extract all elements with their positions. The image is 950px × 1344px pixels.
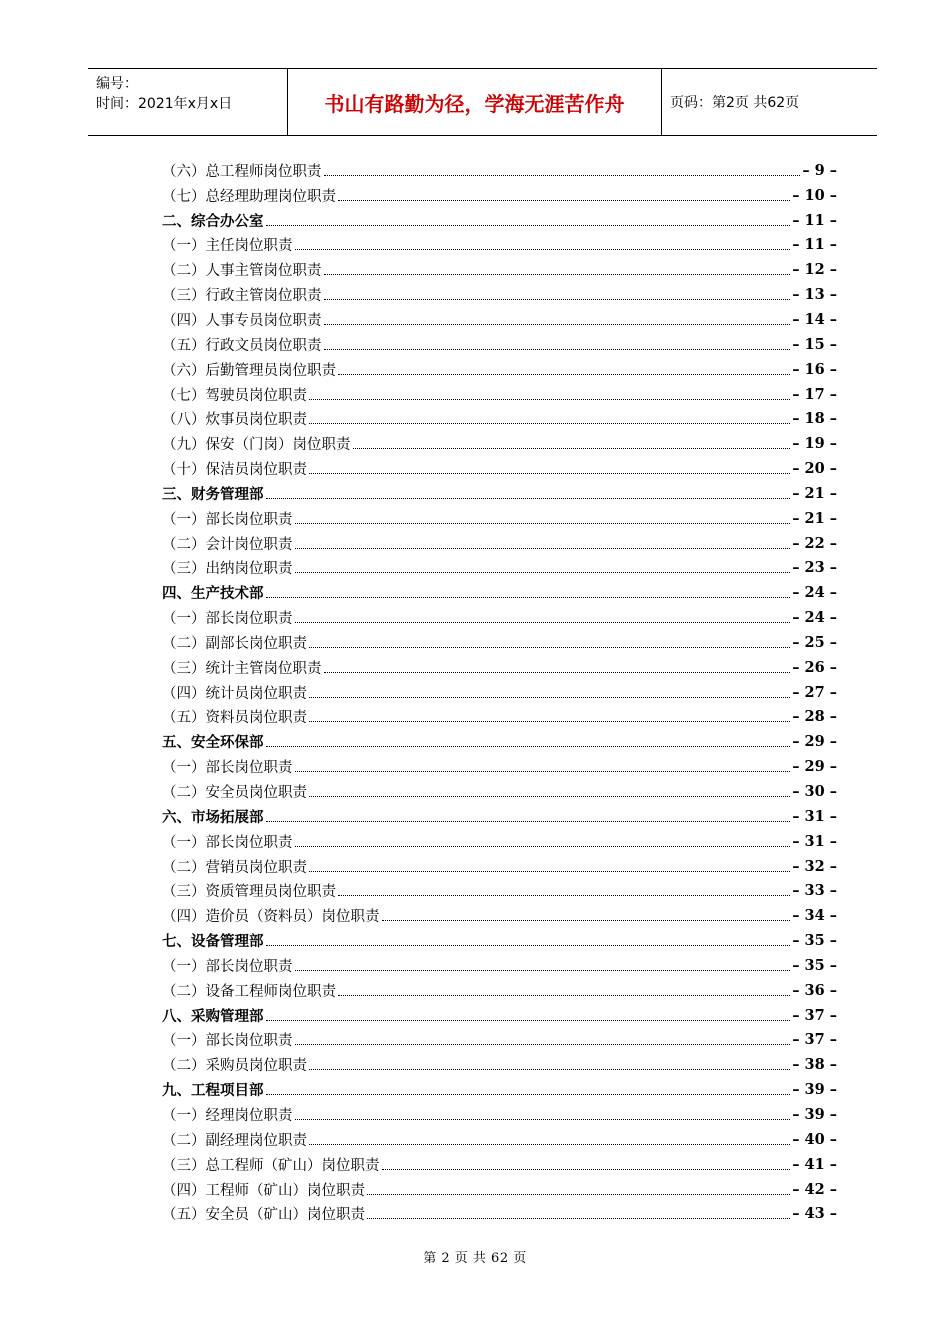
toc-entry-title: （七）驾驶员岗位职责 — [162, 387, 307, 404]
toc-section-row[interactable] — [162, 729, 837, 754]
toc-dot-leader — [309, 697, 790, 698]
toc-dot-leader — [324, 349, 791, 350]
toc-entry-page: – 31 – — [792, 832, 837, 850]
toc-entry-row[interactable] — [162, 829, 837, 854]
toc-entry-title: 七、设备管理部 — [162, 933, 264, 951]
toc-entry-title: （二）营销员岗位职责 — [162, 859, 307, 876]
toc-dot-leader — [367, 1218, 790, 1219]
toc-entry-page: – 16 – — [792, 360, 837, 378]
toc-entry-page: – 42 – — [792, 1180, 837, 1198]
toc-entry-title: （六）后勤管理员岗位职责 — [162, 362, 336, 379]
toc-entry-title: 三、财务管理部 — [162, 485, 264, 503]
toc-dot-leader — [295, 622, 791, 623]
toc-dot-leader — [309, 871, 790, 872]
header-time-label: 时间：2021年x月x日 — [96, 96, 233, 112]
toc-dot-leader — [295, 846, 791, 847]
toc-entry-row[interactable] — [162, 705, 837, 730]
toc-dot-leader — [309, 399, 790, 400]
toc-dot-leader — [309, 473, 790, 474]
toc-dot-leader — [266, 498, 791, 499]
toc-entry-row[interactable] — [162, 332, 837, 357]
toc-entry-page: – 11 – — [792, 211, 837, 229]
toc-entry-page: – 36 – — [792, 981, 837, 999]
toc-entry-row[interactable] — [162, 680, 837, 705]
table-of-contents — [162, 158, 837, 1226]
toc-entry-title: （四）人事专员岗位职责 — [162, 312, 322, 329]
toc-entry-page: – 23 – — [792, 559, 837, 577]
toc-entry-page: – 37 – — [792, 1006, 837, 1024]
toc-entry-row[interactable] — [162, 456, 837, 481]
toc-dot-leader — [324, 274, 791, 275]
toc-entry-page: – 35 – — [792, 956, 837, 974]
toc-entry-row[interactable] — [162, 1152, 837, 1177]
toc-entry-page: – 31 – — [792, 807, 837, 825]
toc-entry-page: – 19 – — [792, 435, 837, 453]
toc-entry-page: – 35 – — [792, 932, 837, 950]
toc-dot-leader — [295, 572, 791, 573]
toc-entry-row[interactable] — [162, 1127, 837, 1152]
toc-dot-leader — [266, 1094, 791, 1095]
toc-entry-page: – 15 – — [792, 335, 837, 353]
toc-entry-row[interactable] — [162, 903, 837, 928]
toc-entry-title: （二）设备工程师岗位职责 — [162, 983, 336, 1000]
toc-dot-leader — [367, 1194, 790, 1195]
toc-section-row[interactable] — [162, 208, 837, 233]
toc-entry-page: – 22 – — [792, 534, 837, 552]
toc-entry-title: （一）经理岗位职责 — [162, 1107, 293, 1124]
toc-entry-row[interactable] — [162, 1052, 837, 1077]
toc-entry-title: （六）总工程师岗位职责 — [162, 163, 322, 180]
toc-entry-row[interactable] — [162, 183, 837, 208]
toc-dot-leader — [338, 374, 790, 375]
toc-entry-page: – 25 – — [792, 633, 837, 651]
toc-entry-row[interactable] — [162, 406, 837, 431]
page-header — [88, 68, 877, 136]
toc-entry-row[interactable] — [162, 357, 837, 382]
toc-entry-page: – 32 – — [792, 857, 837, 875]
toc-dot-leader — [309, 423, 790, 424]
toc-entry-row[interactable] — [162, 257, 837, 282]
toc-section-row[interactable] — [162, 580, 837, 605]
toc-entry-page: – 10 – — [792, 186, 837, 204]
toc-dot-leader — [309, 721, 790, 722]
toc-entry-title: （四）造价员（资料员）岗位职责 — [162, 909, 380, 926]
toc-dot-leader — [324, 672, 791, 673]
toc-entry-title: （一）主任岗位职责 — [162, 238, 293, 255]
toc-entry-page: – 29 – — [792, 733, 837, 751]
toc-entry-title: （十）保洁员岗位职责 — [162, 462, 307, 479]
toc-entry-row[interactable] — [162, 878, 837, 903]
toc-section-row[interactable] — [162, 928, 837, 953]
toc-entry-row[interactable] — [162, 307, 837, 332]
toc-section-row[interactable] — [162, 481, 837, 506]
toc-entry-title: （八）炊事员岗位职责 — [162, 412, 307, 429]
toc-dot-leader — [295, 1119, 791, 1120]
toc-entry-title: 八、采购管理部 — [162, 1007, 264, 1025]
toc-entry-page: – 21 – — [792, 509, 837, 527]
toc-entry-title: （一）部长岗位职责 — [162, 834, 293, 851]
toc-dot-leader — [353, 448, 791, 449]
toc-entry-row[interactable] — [162, 953, 837, 978]
toc-entry-page: – 40 – — [792, 1130, 837, 1148]
toc-entry-page: – 21 – — [792, 484, 837, 502]
toc-dot-leader — [309, 1069, 790, 1070]
toc-dot-leader — [295, 249, 791, 250]
toc-entry-title: （二）人事主管岗位职责 — [162, 263, 322, 280]
toc-section-row[interactable] — [162, 804, 837, 829]
toc-entry-page: – 18 – — [792, 410, 837, 428]
toc-entry-title: （一）部长岗位职责 — [162, 511, 293, 528]
toc-dot-leader — [338, 895, 790, 896]
toc-entry-row[interactable] — [162, 233, 837, 258]
toc-dot-leader — [295, 771, 791, 772]
toc-dot-leader — [324, 324, 791, 325]
toc-entry-page: – 43 – — [792, 1205, 837, 1223]
header-page-info: 页码：第2页 共62页 — [670, 95, 800, 111]
toc-dot-leader — [338, 200, 790, 201]
toc-entry-row[interactable] — [162, 506, 837, 531]
toc-entry-page: – 38 – — [792, 1056, 837, 1074]
toc-entry-title: （三）总工程师（矿山）岗位职责 — [162, 1157, 380, 1174]
toc-entry-row[interactable] — [162, 1201, 837, 1226]
toc-entry-title: （二）副经理岗位职责 — [162, 1132, 307, 1149]
toc-entry-row[interactable] — [162, 1177, 837, 1202]
toc-entry-title: 五、安全环保部 — [162, 734, 264, 752]
toc-entry-title: （三）统计主管岗位职责 — [162, 660, 322, 677]
toc-entry-row[interactable] — [162, 1102, 837, 1127]
toc-entry-title: （九）保安（门岗）岗位职责 — [162, 437, 351, 454]
toc-dot-leader — [266, 945, 791, 946]
toc-entry-title: 六、市场拓展部 — [162, 808, 264, 826]
toc-dot-leader — [338, 995, 790, 996]
toc-entry-page: – 34 – — [792, 907, 837, 925]
toc-entry-row[interactable] — [162, 978, 837, 1003]
toc-section-row[interactable] — [162, 1077, 837, 1102]
toc-entry-row[interactable] — [162, 282, 837, 307]
toc-dot-leader — [295, 970, 791, 971]
toc-entry-page: – 12 – — [792, 261, 837, 279]
toc-entry-title: （一）部长岗位职责 — [162, 611, 293, 628]
toc-dot-leader — [382, 1169, 791, 1170]
toc-entry-row[interactable] — [162, 630, 837, 655]
toc-entry-title: （二）采购员岗位职责 — [162, 1058, 307, 1075]
toc-entry-row[interactable] — [162, 605, 837, 630]
toc-entry-title: （三）出纳岗位职责 — [162, 561, 293, 578]
toc-entry-row[interactable] — [162, 1028, 837, 1053]
toc-entry-page: – 9 – — [802, 161, 837, 179]
toc-entry-title: （五）安全员（矿山）岗位职责 — [162, 1207, 365, 1224]
header-number-label: 编号： — [96, 76, 138, 92]
toc-entry-row[interactable] — [162, 431, 837, 456]
toc-entry-page: – 39 – — [792, 1105, 837, 1123]
toc-entry-title: （四）统计员岗位职责 — [162, 685, 307, 702]
toc-entry-page: – 30 – — [792, 783, 837, 801]
toc-entry-page: – 24 – — [792, 584, 837, 602]
toc-entry-page: – 27 – — [792, 683, 837, 701]
toc-dot-leader — [295, 523, 791, 524]
toc-section-row[interactable] — [162, 1003, 837, 1028]
toc-entry-title: （五）资料员岗位职责 — [162, 710, 307, 727]
toc-dot-leader — [309, 647, 790, 648]
toc-dot-leader — [324, 299, 791, 300]
toc-entry-page: – 14 – — [792, 310, 837, 328]
toc-dot-leader — [295, 1044, 791, 1045]
toc-dot-leader — [266, 821, 791, 822]
toc-entry-title: （二）安全员岗位职责 — [162, 785, 307, 802]
toc-entry-page: – 17 – — [792, 385, 837, 403]
toc-entry-title: （三）资质管理员岗位职责 — [162, 884, 336, 901]
page-footer: 第 2 页 共 62 页 — [423, 1251, 527, 1266]
toc-entry-page: – 26 – — [792, 658, 837, 676]
toc-entry-title: 四、生产技术部 — [162, 585, 264, 603]
toc-entry-row[interactable] — [162, 531, 837, 556]
toc-dot-leader — [266, 1020, 791, 1021]
toc-entry-row[interactable] — [162, 158, 837, 183]
toc-entry-title: （五）行政文员岗位职责 — [162, 337, 322, 354]
toc-entry-page: – 37 – — [792, 1031, 837, 1049]
toc-entry-title: 二、综合办公室 — [162, 212, 264, 230]
header-motto: 书山有路勤为径，学海无涯苦作舟 — [288, 69, 662, 135]
toc-entry-title: （三）行政主管岗位职责 — [162, 288, 322, 305]
header-meta — [88, 69, 288, 135]
toc-entry-page: – 24 – — [792, 609, 837, 627]
toc-entry-page: – 20 – — [792, 460, 837, 478]
toc-dot-leader — [382, 920, 791, 921]
toc-entry-title: （一）部长岗位职责 — [162, 958, 293, 975]
toc-dot-leader — [324, 175, 801, 176]
toc-entry-title: （四）工程师（矿山）岗位职责 — [162, 1182, 365, 1199]
toc-entry-title: （七）总经理助理岗位职责 — [162, 188, 336, 205]
toc-entry-page: – 41 – — [792, 1155, 837, 1173]
toc-dot-leader — [266, 597, 791, 598]
toc-entry-title: 九、工程项目部 — [162, 1082, 264, 1100]
toc-dot-leader — [266, 225, 791, 226]
toc-dot-leader — [309, 796, 790, 797]
toc-entry-title: （二）会计岗位职责 — [162, 536, 293, 553]
toc-entry-row[interactable] — [162, 854, 837, 879]
toc-entry-title: （一）部长岗位职责 — [162, 760, 293, 777]
toc-entry-row[interactable] — [162, 754, 837, 779]
toc-entry-row[interactable] — [162, 655, 837, 680]
toc-entry-row[interactable] — [162, 382, 837, 407]
toc-entry-page: – 13 – — [792, 286, 837, 304]
toc-dot-leader — [309, 1144, 790, 1145]
toc-entry-page: – 29 – — [792, 758, 837, 776]
toc-dot-leader — [295, 548, 791, 549]
toc-entry-page: – 33 – — [792, 882, 837, 900]
toc-entry-title: （一）部长岗位职责 — [162, 1033, 293, 1050]
toc-dot-leader — [266, 746, 791, 747]
toc-entry-row[interactable] — [162, 779, 837, 804]
toc-entry-page: – 39 – — [792, 1081, 837, 1099]
toc-entry-title: （二）副部长岗位职责 — [162, 635, 307, 652]
toc-entry-page: – 11 – — [792, 236, 837, 254]
toc-entry-page: – 28 – — [792, 708, 837, 726]
toc-entry-row[interactable] — [162, 556, 837, 581]
